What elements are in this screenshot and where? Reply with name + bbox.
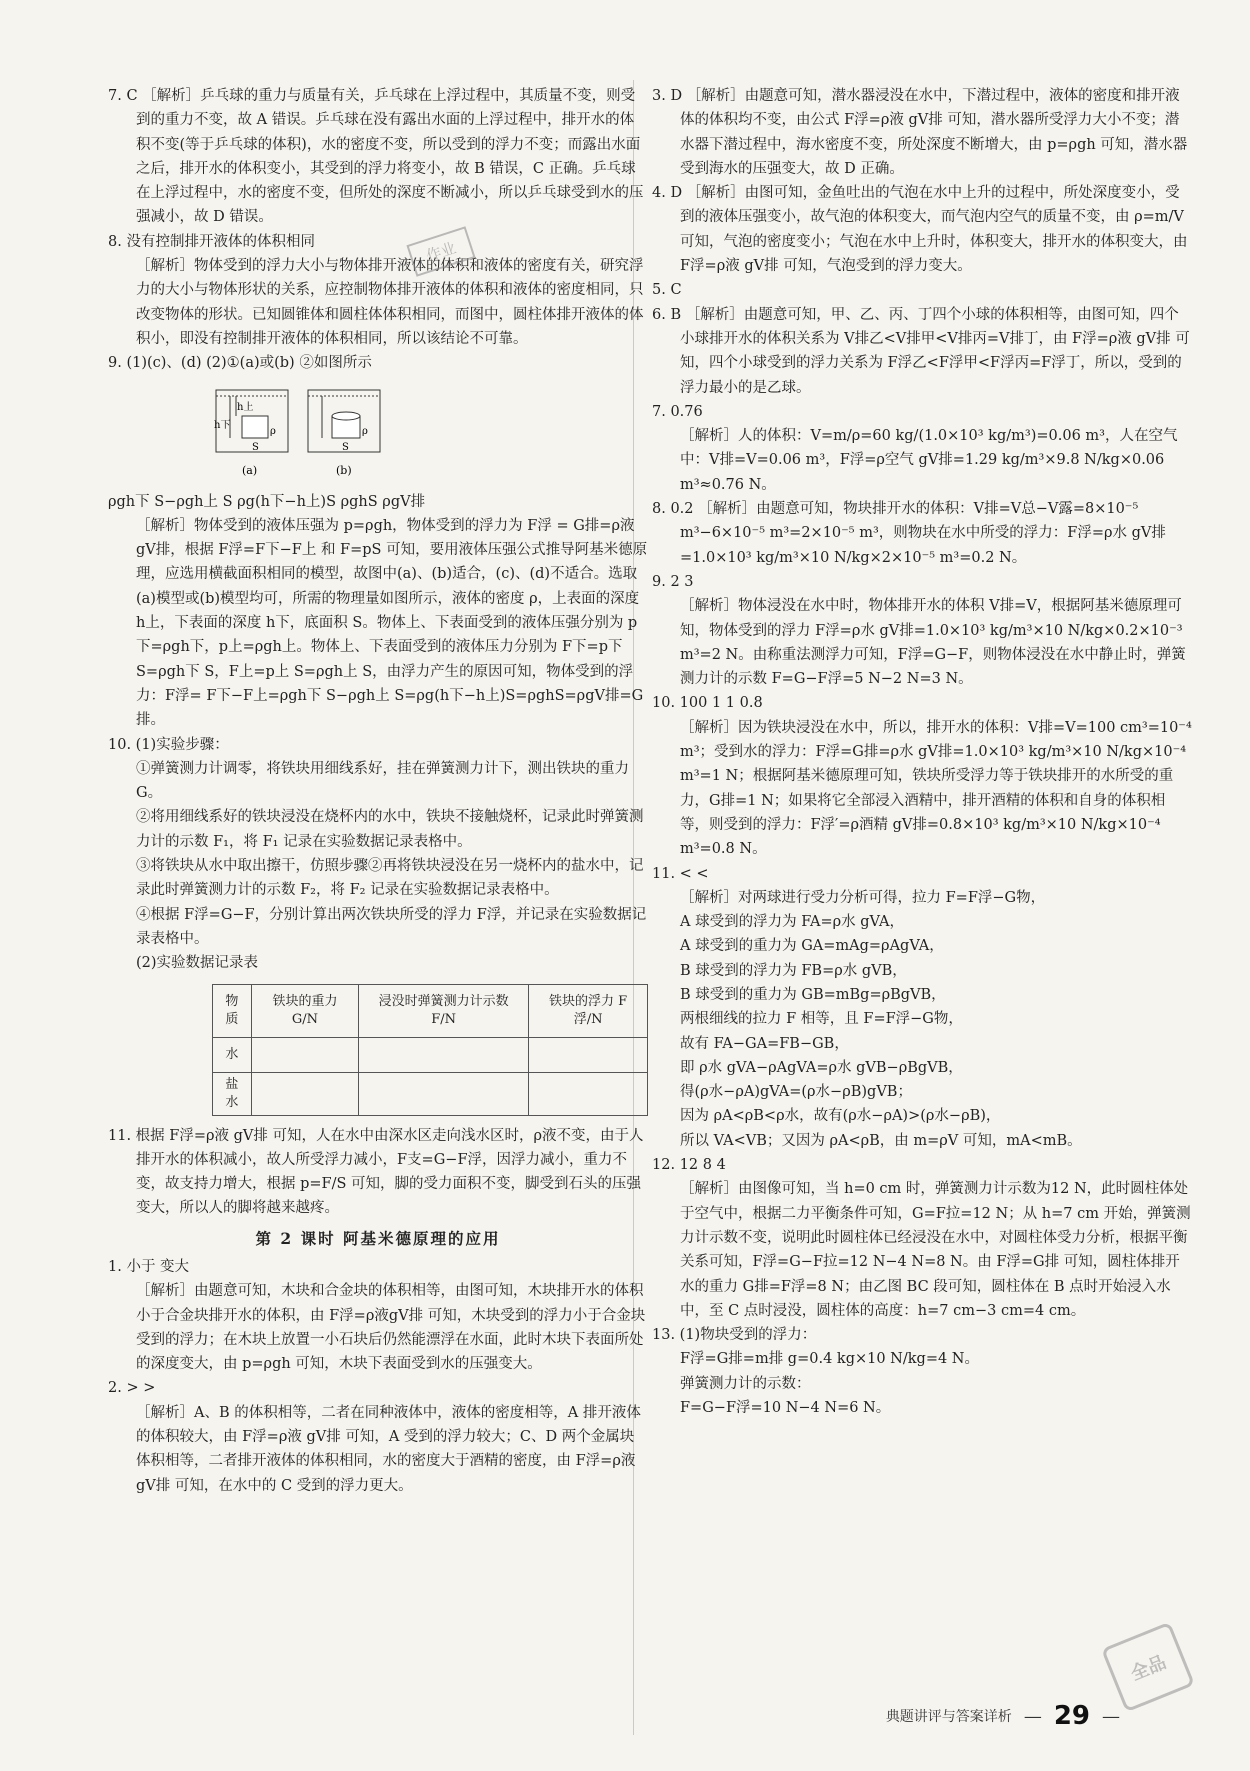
table-cell (529, 1037, 648, 1072)
left-items-section2 (108, 1255, 648, 1498)
left-items-after-figure (108, 490, 648, 976)
watermark-stamp: 作业 (406, 226, 475, 277)
page-number: 29 (1053, 1701, 1090, 1731)
answer-line: 因为 ρA<ρB<ρ水，故有(ρ水−ρA)>(ρ水−ρB)， (680, 1108, 1001, 1125)
answer-line: 8. 没有控制排开液体的体积相同 (108, 233, 315, 250)
answer-line: 7. 0.76 (652, 403, 703, 420)
answer-line: 即 ρ水 gVA−ρAgVA=ρ水 gVB−ρBgVB， (680, 1059, 963, 1076)
answer-line: 12. 12 8 4 (652, 1157, 726, 1174)
answer-line: 6. B ［解析］由题意可知，甲、乙、丙、丁四个小球的体积相等，由图可知，四个小球排开水的体积关系为 V排乙<V排甲<V排丙=V排丁，由 F浮=ρ液 gV排 可知，四个小球受到的浮力关系为 F浮乙<F浮甲<F浮丙=F浮丁，所以，受到的浮力最小的是乙球。 (652, 306, 1190, 396)
answer-item (108, 84, 648, 230)
answer-item (652, 497, 1192, 570)
answer-item (108, 1255, 648, 1376)
answer-line: 所以 VA<VB；又因为 ρA<ρB，由 m=ρV 可知，mA<mB。 (680, 1132, 1082, 1149)
density-label-a: ρ (270, 425, 276, 437)
answer-line: ［解析］由图像可知，当 h=0 cm 时，弹簧测力计示数为12 N，此时圆柱体处于空气中，根据二力平衡条件可知，G=F拉=12 N；从 h=7 cm 开始，弹簧测力计示数不变，说明此时圆柱体已经浸没在水中，对圆柱体受力分析，根据平衡关系可知，F浮=G−F拉=12 N−4 N=8 N。由 F浮=G排 可知，圆柱体排开水的重力 G排=F浮=8 N；由乙图 BC 段可知，圆柱体在 B 点时开始浸入水中，至 C 点时浸没，圆柱体的高度：h=7 cm−3 cm=4 cm。 (680, 1181, 1191, 1319)
answer-line: ［解析］A、B 的体积相等，二者在同种液体中，液体的密度相等，A 排开液体的体积较大，由 F浮=ρ液 gV排 可知，A 受到的浮力较大；C、D 两个金属块体积相等，二者排开液体的体积相同，水的密度大于酒精的密度，由 F浮=ρ液 gV排 可知，在水中的 C 受到的浮力更大。 (136, 1404, 641, 1494)
corner-logo: 全品 (1101, 1622, 1195, 1713)
answer-item (652, 84, 1192, 181)
answer-line: 两根细线的拉力 F 相等，且 F=F浮−G物， (680, 1011, 963, 1028)
table-cell: 水 (213, 1037, 252, 1072)
answer-item (652, 862, 1192, 1154)
area-label-b: S (342, 441, 349, 453)
experiment-table (212, 984, 648, 1116)
page-footer (886, 1701, 1120, 1731)
answer-item (652, 1323, 1192, 1420)
table-header-cell: 铁块的重力 G/N (251, 984, 358, 1037)
answer-item (108, 1124, 648, 1221)
right-column (652, 84, 1192, 1420)
answer-line: A 球受到的重力为 GA=mAg=ρAgVA， (680, 938, 944, 955)
answer-item (108, 1376, 648, 1497)
left-items-after-table (108, 1124, 648, 1221)
table-cell (529, 1072, 648, 1115)
answer-item (652, 400, 1192, 497)
footer-label: 典题讲评与答案详析 (885, 1709, 1012, 1725)
h-lower-label-a: h下 (214, 419, 231, 431)
answer-line: 10. 100 1 1 0.8 (652, 695, 763, 712)
table-cell (251, 1037, 358, 1072)
answer-line: B 球受到的浮力为 FB=ρ水 gVB， (680, 962, 907, 979)
answer-line: 5. C (652, 282, 682, 299)
answer-line: 9. (1)(c)、(d) (2)①(a)或(b) ②如图所示 (108, 355, 372, 372)
answer-line: 7. C ［解析］乒乓球的重力与质量有关，乒乓球在上浮过程中，其质量不变，则受到的重力不变，故 A 错误。乒乓球在没有露出水面的上浮过程中，排开水的体积不变(等于乒乓球的体积)，水的密度不变，所以受到的浮力不变；而露出水面之后，排开水的体积变小，其受到的浮力将变小，故 B 错误，C 正确。乒乓球在上浮过程中，水的密度不变，但所处的深度不断减小，所以乒乓球受到水的压强减小，故 D 错误。 (108, 88, 644, 226)
answer-line: 故有 FA−GA=FB−GB， (680, 1035, 849, 1052)
table-cell (359, 1072, 529, 1115)
table-header-cell: 物质 (213, 984, 252, 1037)
answer-item (108, 230, 648, 351)
figure-label-a: (a) (242, 463, 258, 477)
answer-line: ④根据 F浮=G−F，分别计算出两次铁块所受的浮力 F浮，并记录在实验数据记录表格中。 (136, 906, 647, 947)
footer-dash-right: — (1102, 1705, 1120, 1727)
answer-line: B 球受到的重力为 GB=mBg=ρBgVB， (680, 986, 946, 1003)
answer-line: ［解析］人的体积：V=m/ρ=60 kg/(1.0×10³ kg/m³)=0.06 m³，人在空气中：V排=V=0.06 m³，F浮=ρ空气 gV排=1.29 kg/m³×9.8 N/kg×0.06 m³≈0.76 N。 (680, 428, 1178, 493)
table-body (213, 1037, 648, 1115)
answer-line: 弹簧测力计的示数： (680, 1375, 811, 1392)
answer-line: 11. 根据 F浮=ρ液 gV排 可知，人在水中由深水区走向浅水区时，ρ液不变，由于人排开水的体积减小，故人所受浮力减小，F支=G−F浮，因浮力减小，重力不变，故支持力增大，根据 p=F/S 可知，脚的受力面积不变，脚受到石头的压强变大，所以人的脚将越来越疼。 (108, 1127, 644, 1217)
answer-line: ［解析］物体受到的液体压强为 p=ρgh，物体受到的浮力为 F浮 = G排=ρ液gV排，根据 F浮=F下−F上 和 F=pS 可知，要用液体压强公式推导阿基米德原理，应选用横截面积相同的模型，故图中(a)、(b)适合，(c)、(d)不适合。选取(a)模型或(b)模型均可，所需的物理量如图所示，液体的密度 ρ，上表面的深度 h上，下表面的深度 h下，底面积 S。物体上、下表面受到的液体压强分别为 p下=ρgh下，p上=ρgh上。物体上、下表面受到的液体压力分别为 F下=p下 S=ρgh下 S，F上=p上 S=ρgh上 S，由浮力产生的原因可知，物体受到的浮力：F浮= F下−F上=ρgh下 S−ρgh上 S=ρg(h下−h上)S=ρghS=ρgV排=G排。 (136, 517, 648, 729)
left-column (108, 84, 648, 1498)
left-items (108, 84, 648, 376)
answer-item (652, 303, 1192, 400)
table-header-cell: 铁块的浮力 F浮/N (529, 984, 648, 1037)
answer-line: 4. D ［解析］由图可知，金鱼吐出的气泡在水中上升的过程中，所处深度变小，受到的液体压强变小，故气泡的体积变大，而气泡内空气的质量不变，由 ρ=m/V 可知，气泡的密度变小；气泡在水中上升时，体积变大，排开水的体积变大，由 F浮=ρ液 gV排 可知，气泡受到的浮力变大。 (652, 185, 1188, 275)
table-row (213, 1037, 648, 1072)
answer-line: ③将铁块从水中取出擦干，仿照步骤②再将铁块浸没在另一烧杯内的盐水中，记录此时弹簧测力计的示数 F₂，将 F₂ 记录在实验数据记录表格中。 (136, 858, 644, 899)
answer-line: 10. (1)实验步骤： (108, 736, 229, 753)
answer-item (652, 278, 1192, 302)
answer-line: F浮=G排=m排 g=0.4 kg×10 N/kg=4 N。 (680, 1351, 979, 1368)
answer-item (108, 490, 648, 733)
table-row (213, 1072, 648, 1115)
answer-line: ［解析］因为铁块浸没在水中，所以，排开水的体积：V排=V=100 cm³=10⁻⁴ m³；受到水的浮力：F浮=G排=ρ水 gV排=1.0×10³ kg/m³×10 N/kg×10⁻⁴ m³=1 N；根据阿基米德原理可知，铁块所受浮力等于铁块排开的水所受的重力，G排=1 N；如果将它全部浸入酒精中，排开酒精的体积和自身的体积相等，则受到的浮力：F浮′=ρ酒精 gV排=0.8×10³ kg/m³×10 N/kg×10⁻⁴ m³=0.8 N。 (680, 719, 1192, 858)
table-cell: 盐水 (213, 1072, 252, 1115)
density-label-b: ρ (362, 425, 368, 437)
answer-line: ①弹簧测力计调零，将铁块用细线系好，挂在弹簧测力计下，测出铁块的重力 G。 (136, 760, 629, 802)
answer-line: ［解析］由题意可知，木块和合金块的体积相等，由图可知，木块排开水的体积小于合金块排开水的体积，由 F浮=ρ液gV排 可知，木块受到的浮力小于合金块受到的浮力；在木块上放置一小石块后仍然能漂浮在水面，此时木块下表面所处的深度变大，由 p=ρgh 可知，木块下表面受到水的压强变大。 (136, 1283, 646, 1373)
footer-dash-left: — (1023, 1705, 1042, 1727)
answer-item (652, 181, 1192, 278)
answer-line: 13. (1)物块受到的浮力： (652, 1327, 817, 1344)
answer-item (652, 570, 1192, 691)
answer-item (652, 691, 1192, 861)
answer-line: (2)实验数据记录表 (136, 955, 259, 972)
answer-line: 2. > > (108, 1380, 156, 1397)
answer-item (652, 1153, 1192, 1323)
table-header-row (213, 984, 648, 1037)
answer-line: 3. D ［解析］由题意可知，潜水器浸没在水中，下潜过程中，液体的密度和排开液体的体积均不变，由公式 F浮=ρ液 gV排 可知，潜水器所受浮力大小不变；潜水器下潜过程中，海水密度不变，所处深度不断增大，由 p=ρgh 可知，潜水器受到海水的压强变大，故 D 正确。 (652, 88, 1188, 177)
answer-line: 11. < < (652, 865, 709, 882)
answer-line: ②将用细线系好的铁块浸没在烧杯内的水中，铁块不接触烧杯，记录此时弹簧测力计的示数 F₁，将 F₁ 记录在实验数据记录表格中。 (136, 809, 644, 850)
area-label-a: S (252, 441, 259, 453)
h-upper-label-a: h上 (237, 401, 254, 413)
section-heading: 第 2 课时 阿基米德原理的应用 (255, 1228, 501, 1248)
answer-line: A 球受到的浮力为 FA=ρ水 gVA， (680, 914, 904, 931)
answer-line: 8. 0.2 ［解析］由题意可知，物块排开水的体积：V排=V总−V露=8×10⁻⁵ m³−6×10⁻⁵ m³=2×10⁻⁵ m³，则物块在水中所受的浮力：F浮=ρ水 gV排=1.0×10³ kg/m³×10 N/kg×2×10⁻⁵ m³=0.2 N。 (652, 501, 1166, 566)
table-cell (359, 1037, 529, 1072)
answer-line: 1. 小于 变大 (108, 1258, 190, 1275)
answer-line: 得(ρ水−ρA)gVA=(ρ水−ρB)gVB； (680, 1084, 912, 1101)
buoyancy-diagram (208, 382, 648, 482)
answer-line: ［解析］物体受到的浮力大小与物体排开液体的体积和液体的密度有关，研究浮力的大小与物体形状的关系，应控制物体排开液体的体积和液体的密度相同，只改变物体的形状。已知圆锥体和圆柱体体积相同，而图中，圆柱体排开液体的体积小，即没有控制排开液体的体积相同，所以该结论不可靠。 (136, 258, 644, 347)
answer-line: F=G−F浮=10 N−4 N=6 N。 (680, 1400, 891, 1417)
answer-item (108, 351, 648, 375)
table-header-cell: 浸没时弹簧测力计示数 F/N (359, 984, 529, 1037)
answer-line: ［解析］对两球进行受力分析可得，拉力 F=F浮−G物， (680, 889, 1046, 906)
figure-label-b: (b) (336, 463, 352, 477)
answer-line: 9. 2 3 (652, 573, 694, 590)
answer-item (108, 733, 648, 976)
right-items (652, 84, 1192, 1420)
answer-line: ρgh下 S−ρgh上 S ρg(h下−h上)S ρghS ρgV排 (108, 493, 426, 510)
answer-line: ［解析］物体浸没在水中时，物体排开水的体积 V排=V，根据阿基米德原理可知，物体受到的浮力 F浮=ρ水 gV排=1.0×10³ kg/m³×10 N/kg×0.2×10⁻³ m³=2 N。由称重法测浮力可知，F浮=G−F，则物体浸没在水中静止时，弹簧测力计的示数 F=G−F浮=5 N−2 N=3 N。 (680, 598, 1186, 688)
table-cell (251, 1072, 358, 1115)
